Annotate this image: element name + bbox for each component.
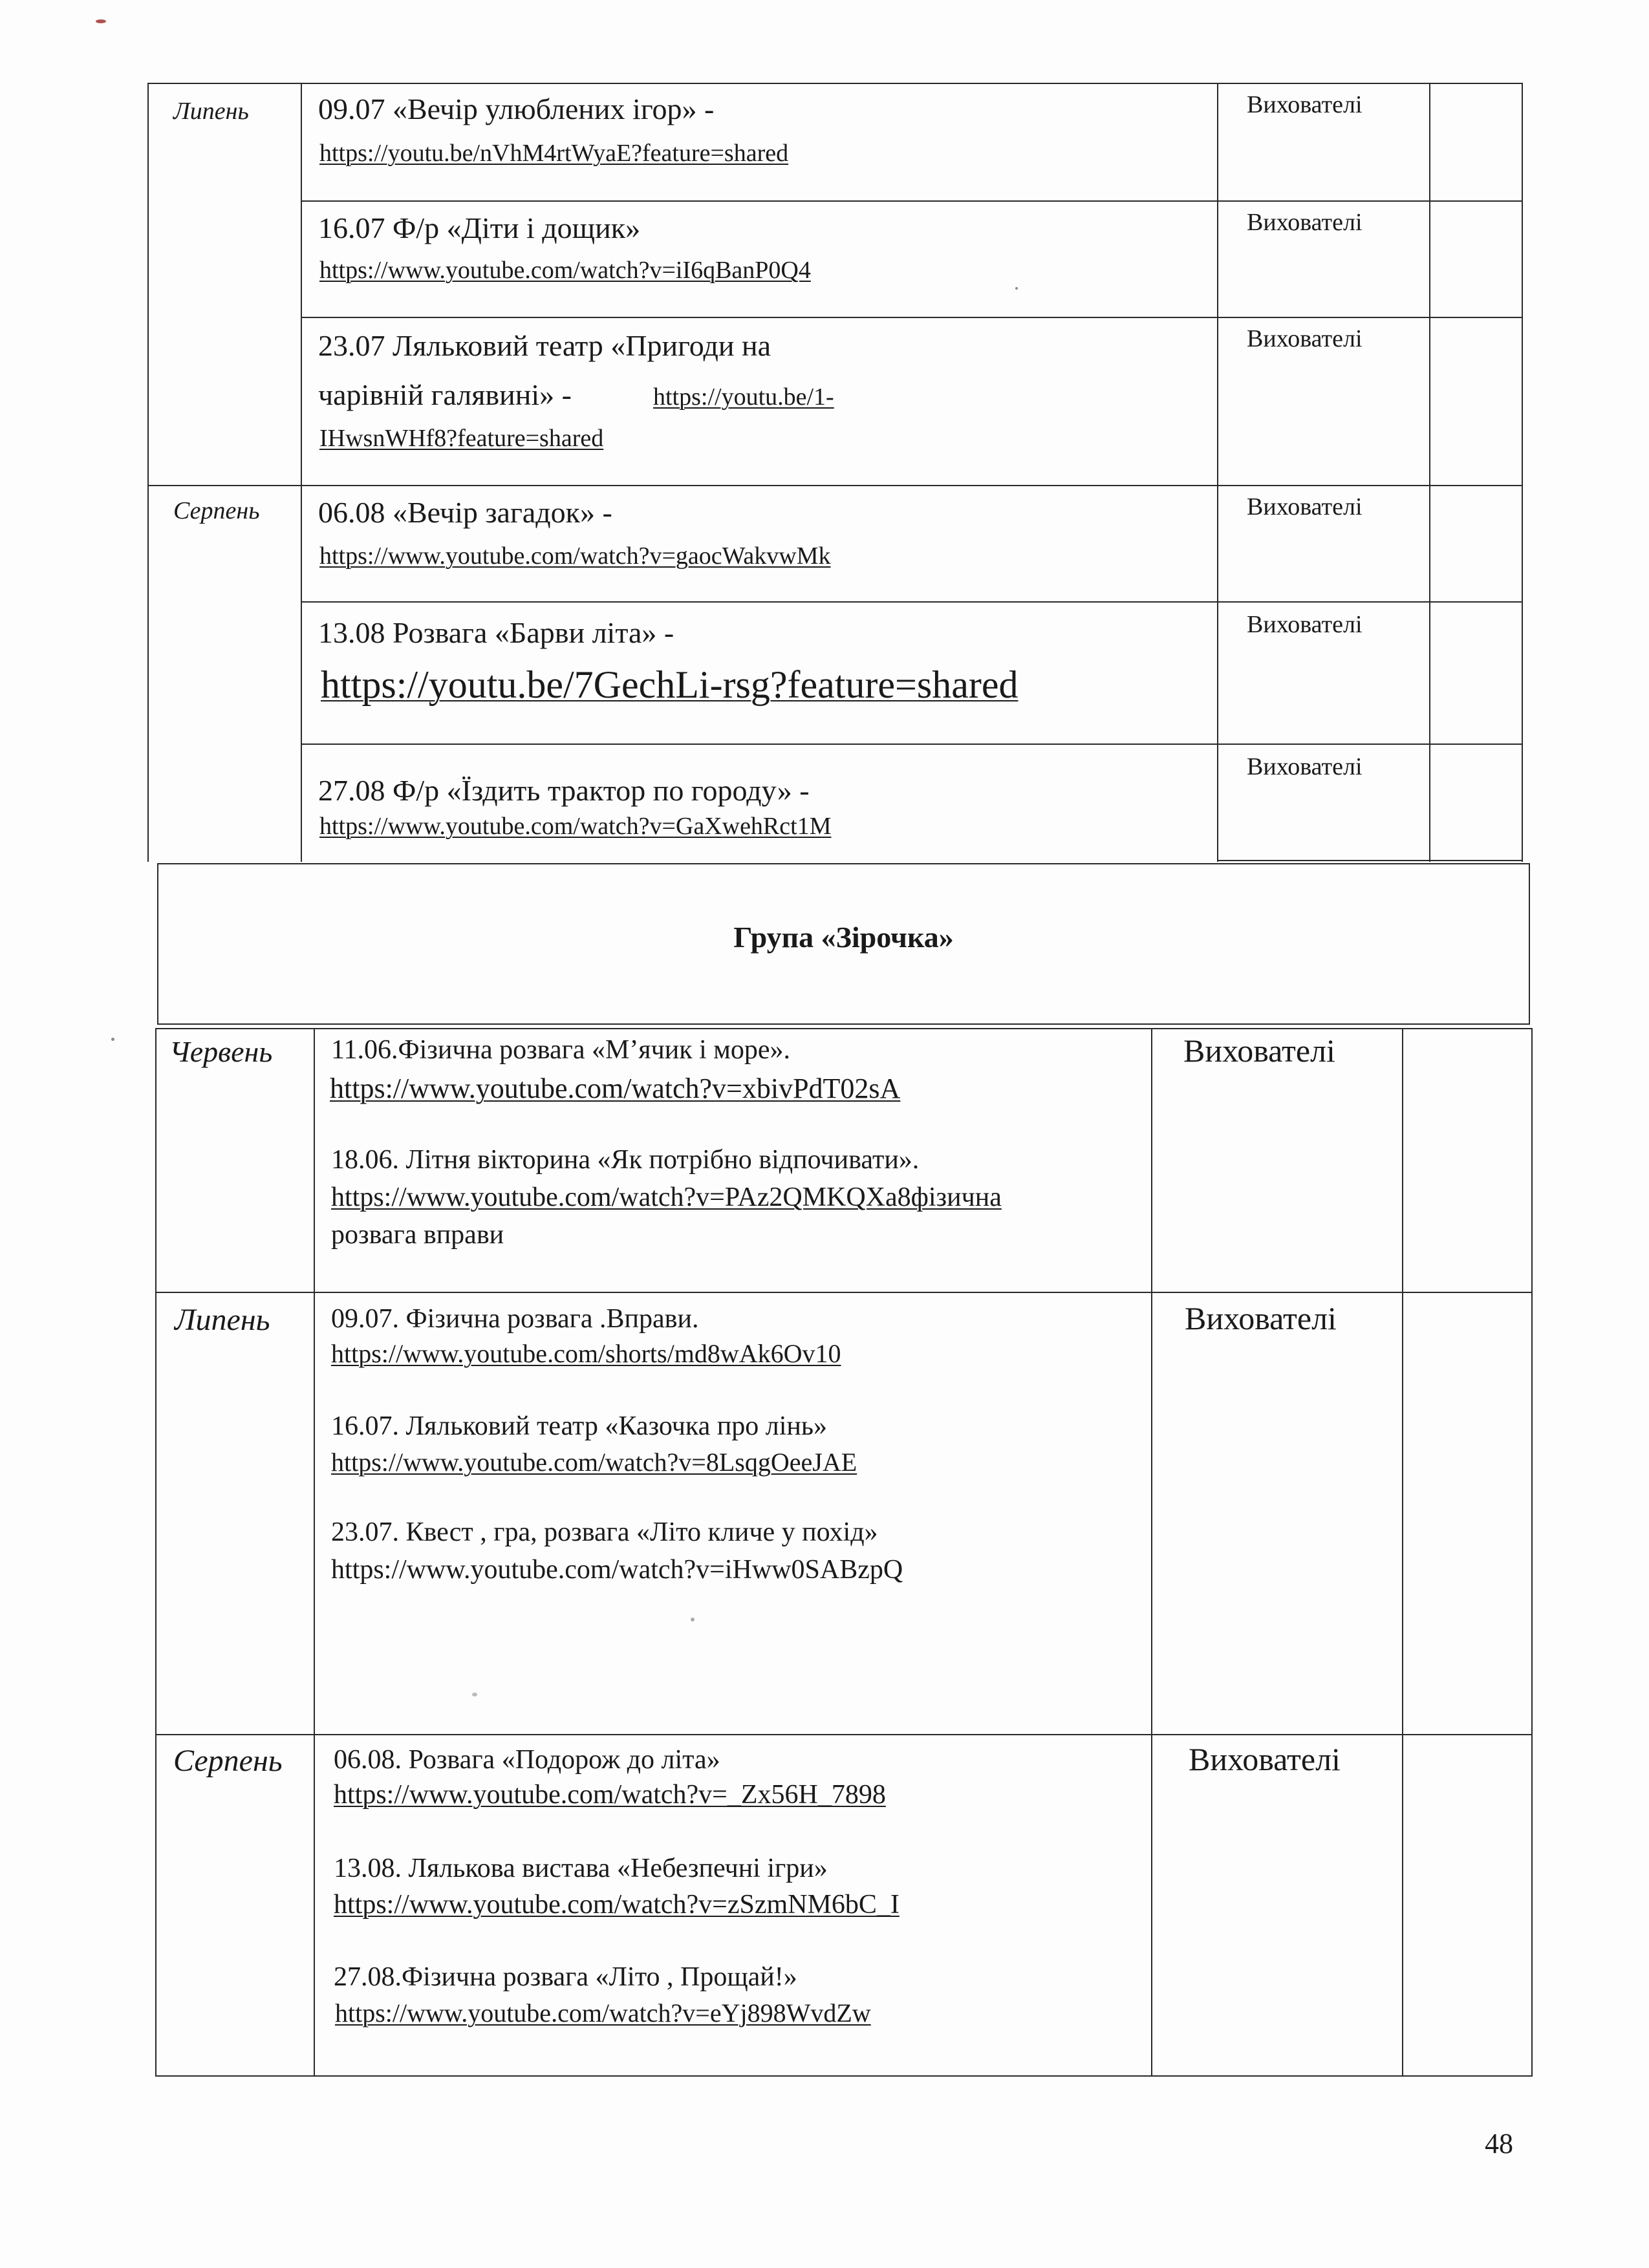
table2-border-bottom	[155, 2075, 1533, 2077]
table1-border-right	[1522, 83, 1523, 862]
scan-speck	[1015, 287, 1018, 290]
month-label: Липень	[173, 98, 249, 125]
table1-row-sep	[301, 601, 1523, 603]
responsible: Вихователі	[1189, 1741, 1341, 1777]
video-link[interactable]: https://youtu.be/7GechLi-rsg?feature=shared	[321, 663, 1018, 706]
event-title: 13.08 Розвага «Барви літа» -	[318, 616, 674, 649]
month-label: Серпень	[173, 1744, 283, 1778]
responsible: Вихователі	[1247, 493, 1363, 520]
event-title: 18.06. Літня вікторина «Як потрібно відпочивати».	[331, 1145, 920, 1175]
event-title: 13.08. Лялькова вистава «Небезпечні ігри»	[334, 1854, 828, 1883]
video-link[interactable]: https://www.youtube.com/shorts/md8wAk6Ov10	[331, 1339, 841, 1368]
table1-col-divider-3	[1429, 83, 1430, 862]
event-title: 16.07 Ф/р «Діти і дощик»	[318, 211, 641, 244]
event-title: 27.08 Ф/р «Їздить трактор по городу» -	[318, 774, 810, 807]
video-link-continued[interactable]: IHwsnWHf8?feature=shared	[319, 425, 604, 452]
table2-row-sep	[155, 1292, 1533, 1293]
video-link[interactable]: https://www.youtube.com/watch?v=iI6qBanP0Q4	[319, 257, 811, 284]
event-title: 23.07 Ляльковий театр «Пригоди на	[318, 329, 771, 362]
video-link[interactable]: https://youtu.be/1-	[653, 383, 834, 411]
scan-speck	[111, 1038, 114, 1041]
event-title: 11.06.Фізична розвага «М’ячик і море».	[331, 1035, 791, 1065]
table2-row-sep	[155, 1734, 1533, 1735]
table1-row-sep	[301, 744, 1523, 745]
event-title: 06.08 «Вечір загадок» -	[318, 496, 612, 529]
month-label: Серпень	[173, 497, 260, 524]
table1-border-top	[147, 83, 1523, 84]
scan-speck	[691, 1618, 695, 1621]
responsible: Вихователі	[1247, 753, 1363, 780]
table2-col-divider-1	[314, 1028, 315, 2077]
responsible: Вихователі	[1247, 325, 1363, 352]
table2-col-divider-2	[1151, 1028, 1152, 2077]
month-label: Червень	[169, 1035, 273, 1068]
responsible: Вихователі	[1247, 91, 1363, 118]
scan-speck	[472, 1693, 477, 1696]
table1-border-left	[147, 83, 149, 862]
table2-col-divider-3	[1402, 1028, 1403, 2077]
page-number: 48	[1485, 2128, 1513, 2159]
responsible: Вихователі	[1247, 611, 1363, 638]
table1-month-sep	[147, 485, 1523, 486]
table1-col-divider-2	[1217, 83, 1218, 862]
video-link[interactable]: https://www.youtube.com/watch?v=8LsqgOeeJAE	[331, 1448, 857, 1477]
event-title-continued: чарівній галявині» -	[318, 378, 572, 411]
table1-row-sep	[301, 200, 1523, 202]
event-title: 23.07. Квест , гра, розвага «Літо кличе у похід»	[331, 1517, 878, 1547]
table2-border-right	[1531, 1028, 1533, 2077]
video-link[interactable]: https://www.youtube.com/watch?v=gaocWakvwMk	[319, 542, 831, 570]
video-link[interactable]: https://www.youtube.com/watch?v=zSzmNM6bC_I	[334, 1890, 900, 1920]
table1-row-sep	[1217, 860, 1523, 861]
month-label: Липень	[175, 1303, 270, 1337]
video-link-plain[interactable]: https://www.youtube.com/watch?v=iHww0SABzpQ	[331, 1555, 903, 1585]
responsible: Вихователі	[1247, 209, 1363, 236]
video-link[interactable]: https://www.youtube.com/watch?v=_Zx56H_7898	[334, 1780, 886, 1810]
table2-border-top	[155, 1028, 1533, 1029]
table1-col-divider-1	[301, 83, 302, 862]
table2-border-left	[155, 1028, 156, 2077]
video-link[interactable]: https://www.youtube.com/watch?v=PAz2QMKQXa8фізична	[331, 1182, 1002, 1212]
group-title: Група «Зірочка»	[733, 921, 954, 954]
event-title: 27.08.Фізична розвага «Літо , Прощай!»	[334, 1962, 797, 1992]
table1-row-sep	[301, 317, 1523, 318]
event-title: 09.07. Фізична розвага .Вправи.	[331, 1304, 699, 1334]
video-link[interactable]: https://www.youtube.com/watch?v=xbivPdT02sA	[330, 1073, 901, 1104]
responsible: Вихователі	[1185, 1300, 1337, 1336]
scan-speck	[96, 19, 106, 23]
event-title: 09.07 «Вечір улюблених ігор» -	[318, 92, 715, 125]
video-link[interactable]: https://youtu.be/nVhM4rtWyaE?feature=shared	[319, 140, 789, 167]
responsible: Вихователі	[1183, 1032, 1335, 1069]
event-title: 16.07. Ляльковий театр «Казочка про лінь»	[331, 1411, 828, 1441]
group-header-box	[157, 863, 1530, 1025]
video-link[interactable]: https://www.youtube.com/watch?v=GaXwehRct1M	[319, 813, 832, 840]
event-note: розвага вправи	[331, 1220, 504, 1250]
video-link[interactable]: https://www.youtube.com/watch?v=eYj898WvdZw	[335, 1998, 871, 2027]
event-title: 06.08. Розвага «Подорож до літа»	[334, 1745, 720, 1775]
